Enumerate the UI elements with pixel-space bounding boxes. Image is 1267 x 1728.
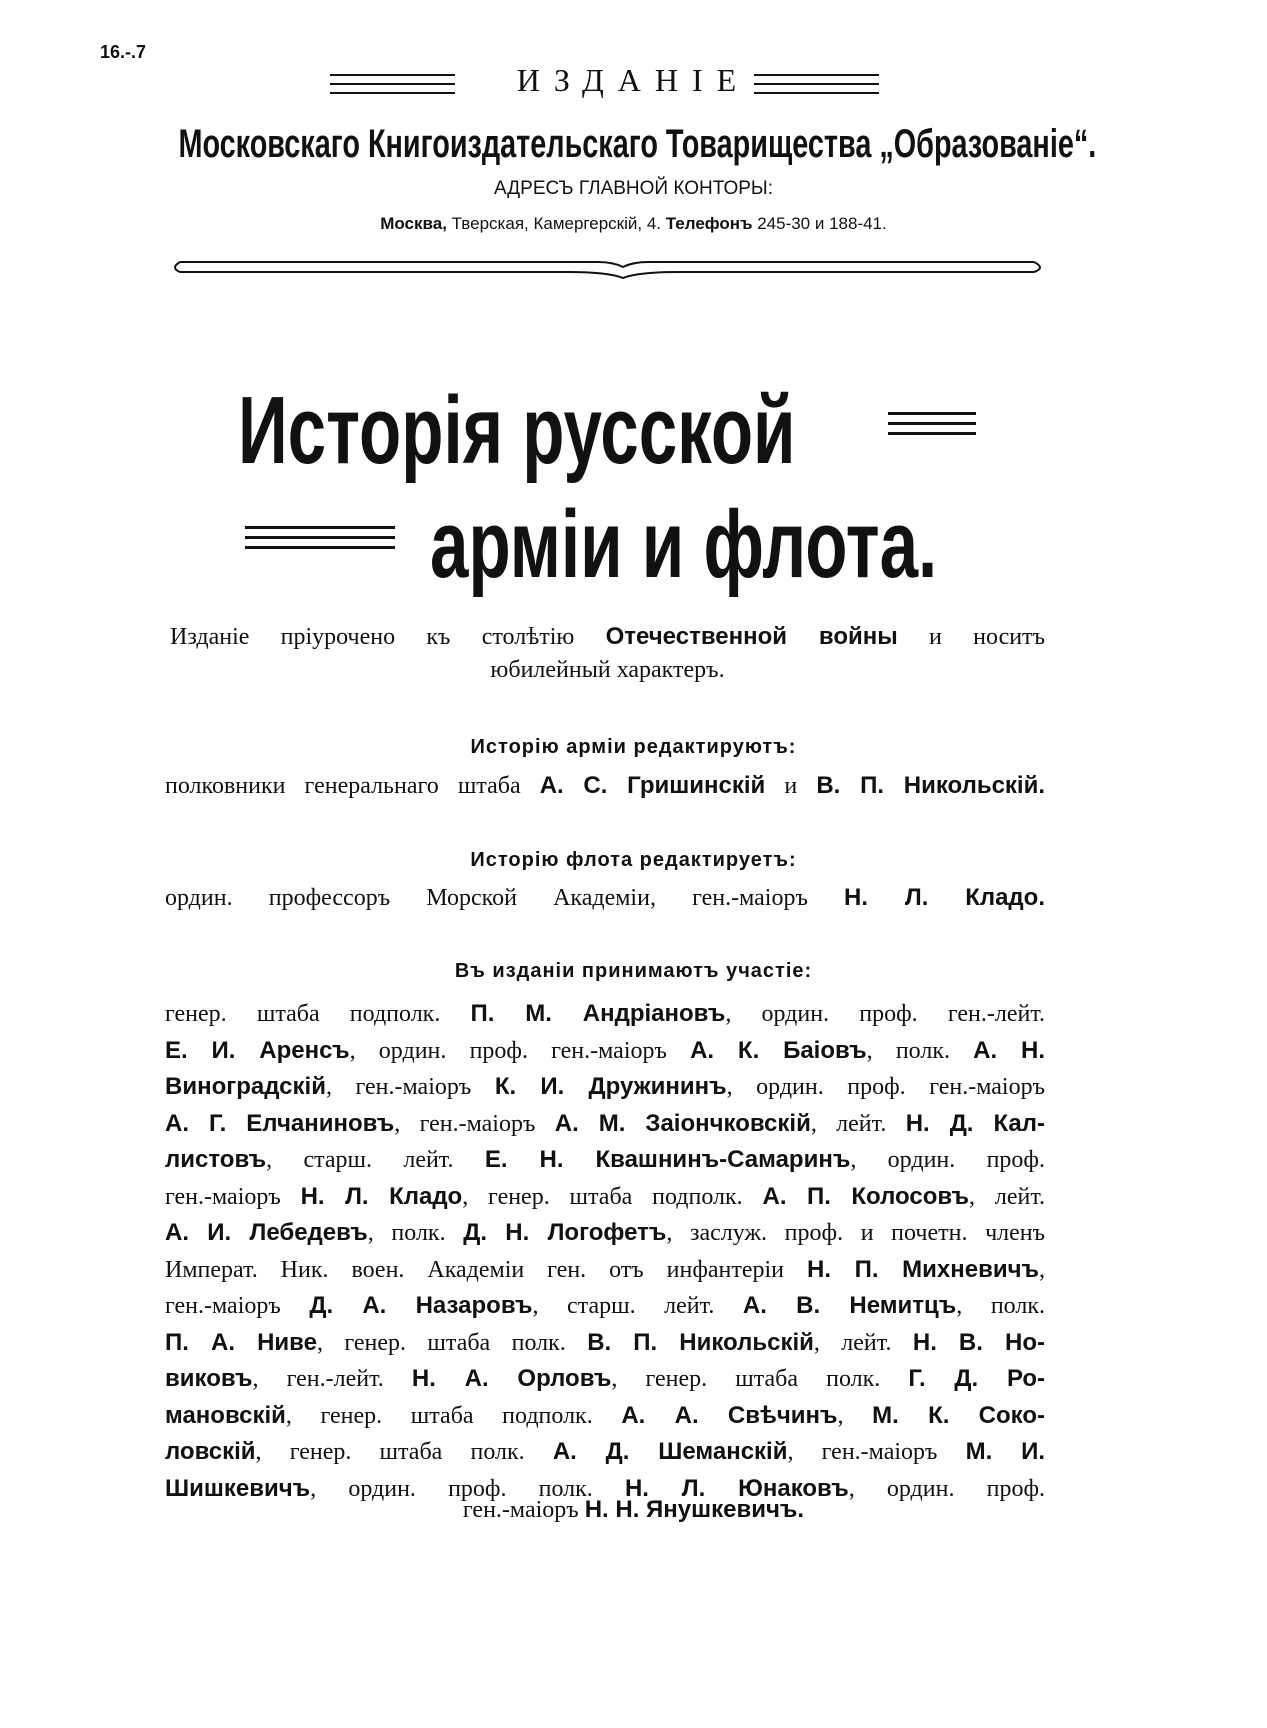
contributor-name: А. Д. Шеманскій xyxy=(552,1438,788,1465)
contributor-name: П. А. Ниве xyxy=(165,1328,317,1356)
contributor-text: , ордин. проф. ген.-лейт. xyxy=(725,1001,1045,1027)
contributor-name: А. К. Баіовъ xyxy=(690,1036,867,1064)
contributor-text: , генер. штаба полк. xyxy=(611,1366,909,1392)
contributor-line xyxy=(165,1142,1045,1179)
contributor-line xyxy=(165,1361,1045,1398)
contributor-line xyxy=(165,1033,1045,1070)
contributor-name: А. Г. Елчаниновъ xyxy=(165,1109,395,1137)
contributor-name: А. И. Лебедевъ xyxy=(165,1219,368,1246)
contributor-text: , ген.-маіоръ xyxy=(787,1439,966,1465)
contributors-last-line: ген.-маіоръ Н. Н. Янушкевичъ. xyxy=(462,1496,805,1523)
contributor-text: , лейт. xyxy=(969,1183,1046,1210)
contributor-name: А. М. Заіончковскій xyxy=(554,1109,811,1137)
contributor-line xyxy=(165,1252,1045,1289)
ornamental-divider xyxy=(168,256,1048,280)
contributor-text: , лейт. xyxy=(813,1329,913,1356)
contributor-text: , ген.-маіоръ xyxy=(325,1074,495,1100)
contributor-text: , генер. штаба подполк. xyxy=(462,1183,763,1210)
margin-note: 16.-.7 xyxy=(100,42,147,62)
intro-line-1: Изданіе пріурочено къ столѣтію Отечественной войны и носитъ xyxy=(170,623,1045,650)
contributor-line xyxy=(165,1325,1045,1362)
contributor-name: К. И. Дружининъ xyxy=(494,1073,727,1100)
contributor-name: ловскій xyxy=(165,1438,256,1465)
contributor-name: Н. В. Но- xyxy=(912,1328,1045,1356)
contributor-text: , xyxy=(1039,1256,1046,1283)
contributor-name: Г. Д. Ро- xyxy=(908,1365,1045,1392)
contributor-text: ген.-маіоръ xyxy=(165,1293,310,1319)
contributor-text: , ордин. проф. ген.-маіоръ xyxy=(726,1074,1045,1100)
contributor-line xyxy=(165,1288,1045,1325)
contributor-text: , ордин. проф. xyxy=(850,1147,1045,1173)
contributor-text: , генер. штаба полк. xyxy=(255,1439,553,1465)
contributor-text: , полк. xyxy=(866,1037,974,1064)
contributor-name: Н. А. Орловъ xyxy=(411,1365,612,1392)
contributor-name: Д. А. Назаровъ xyxy=(309,1292,533,1319)
contributor-line xyxy=(165,1434,1045,1471)
contributor-text: , полк. xyxy=(956,1293,1045,1319)
contributor-text: , ордин. проф. полк. xyxy=(310,1475,625,1502)
contributor-name: А. Н. xyxy=(973,1036,1046,1064)
contributor-line xyxy=(165,1215,1045,1252)
contributor-name: А. П. Колосовъ xyxy=(762,1182,970,1210)
edition-label: ИЗДАНІЕ xyxy=(516,62,751,98)
contributor-name: Н. Л. Юнаковъ xyxy=(624,1474,849,1502)
contributor-name: П. М. Андріановъ xyxy=(470,1000,726,1027)
contributor-text: , лейт. xyxy=(810,1110,906,1137)
contributor-text: , заслуж. проф. и почетн. членъ xyxy=(666,1220,1046,1246)
army-editors: полковники генеральнаго штаба А. С. Гришинскій и В. П. Никольскій. xyxy=(165,772,1046,799)
contributor-text: , полк. xyxy=(367,1220,464,1246)
contributor-name: В. П. Никольскій xyxy=(587,1328,814,1356)
contributors-list xyxy=(165,996,1045,1507)
intro-line-2: юбилейный характеръ. xyxy=(490,657,725,683)
title-line-1: Исторія русской xyxy=(238,377,796,484)
contributor-text: ген.-маіоръ xyxy=(165,1183,301,1210)
contributor-text: , ген.-маіоръ xyxy=(394,1110,555,1137)
address-label: АДРЕСЪ ГЛАВНОЙ КОНТОРЫ: xyxy=(493,178,774,199)
contributor-text: , старш. лейт. xyxy=(532,1293,743,1319)
contributor-line xyxy=(165,996,1045,1033)
contributor-text: , генер. штаба подполк. xyxy=(285,1402,622,1429)
title-rule-right xyxy=(888,412,976,435)
address-line: Москва, Тверская, Камергерскій, 4. Телефонъ 245-30 и 188-41. xyxy=(380,214,887,233)
contributor-name: Д. Н. Логофетъ xyxy=(463,1219,667,1246)
contributor-text: , старш. лейт. xyxy=(266,1147,485,1173)
contributor-name: Е. И. Аренсъ xyxy=(165,1036,350,1064)
contributor-name: М. К. Соко- xyxy=(872,1401,1046,1429)
contributor-text: Императ. Ник. воен. Академіи ген. отъ инфантеріи xyxy=(165,1256,807,1283)
contributor-text: , ордин. проф. xyxy=(848,1475,1045,1502)
contributor-name: А. А. Свѣчинъ xyxy=(621,1401,838,1429)
contributor-name: Н. Л. Кладо xyxy=(300,1182,463,1210)
contributor-line xyxy=(165,1179,1045,1216)
intro-text xyxy=(170,623,1045,684)
contributor-name: Н. П. Михневичъ xyxy=(806,1255,1040,1283)
contributor-text: , ордин. проф. ген.-маіоръ xyxy=(349,1037,691,1064)
contributor-name: М. И. xyxy=(965,1438,1046,1465)
contributor-name: мановскій xyxy=(165,1401,286,1429)
contributor-line xyxy=(165,1069,1045,1106)
title-line-2: арміи и флота. xyxy=(430,491,938,598)
contributor-name: Виноградскій xyxy=(165,1073,326,1100)
contributor-text: , xyxy=(837,1402,873,1429)
publisher-name: Московскаго Книгоиздательскаго Товарищества „Образованіе“. xyxy=(178,122,1097,166)
contributor-name: листовъ xyxy=(165,1146,267,1173)
title-rule-left xyxy=(245,526,395,549)
fleet-editor: ордин. профессоръ Морской Академіи, ген.-маіоръ Н. Л. Кладо. xyxy=(165,884,1045,911)
contributors-heading: Въ изданіи принимаютъ участіе: xyxy=(454,960,813,982)
contributor-name: А. В. Немитцъ xyxy=(742,1292,957,1319)
contributor-name: Е. Н. Квашнинъ-Самаринъ xyxy=(484,1146,851,1173)
contributor-name: Н. Д. Кал- xyxy=(905,1109,1045,1137)
contributor-line xyxy=(165,1106,1045,1143)
contributor-text: генер. штаба подполк. xyxy=(165,1001,471,1027)
contributor-text: , ген.-лейт. xyxy=(252,1366,412,1392)
contributor-text: , генер. штаба полк. xyxy=(316,1329,588,1356)
contributor-name: виковъ xyxy=(165,1365,253,1392)
contributor-name: Шишкевичъ xyxy=(165,1474,311,1502)
fleet-heading: Исторію флота редактируетъ: xyxy=(470,849,797,871)
contributor-line xyxy=(165,1398,1045,1435)
army-heading: Исторію арміи редактируютъ: xyxy=(470,736,797,758)
